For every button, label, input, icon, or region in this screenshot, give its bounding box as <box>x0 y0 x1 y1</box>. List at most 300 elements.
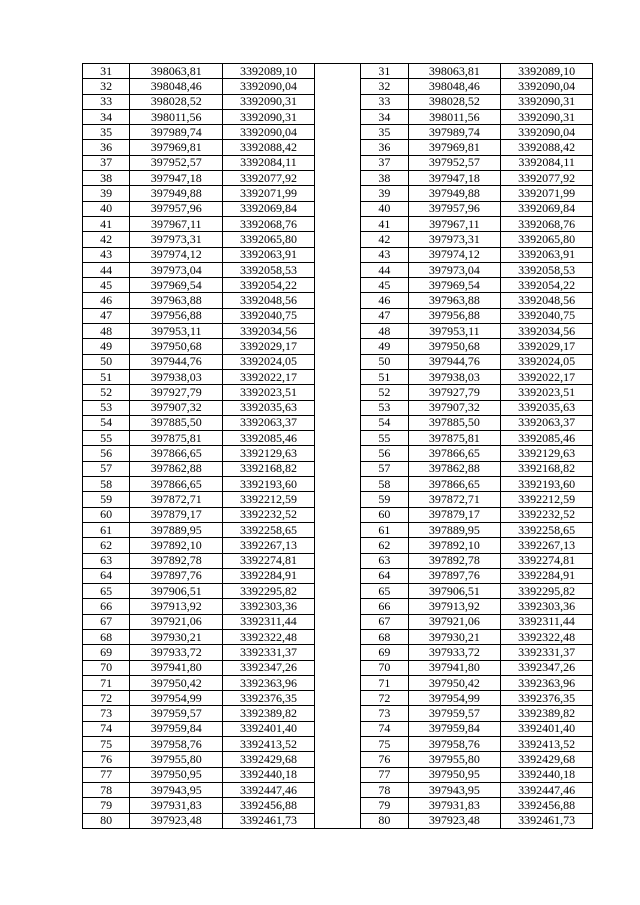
coord-x-left: 397952,57 <box>130 155 223 170</box>
column-gap <box>314 813 360 828</box>
coord-x-left: 397943,95 <box>130 782 223 797</box>
coord-x-right: 397956,88 <box>408 308 501 323</box>
coord-y-right: 3392024,05 <box>501 354 593 369</box>
coord-x-left: 398011,56 <box>130 109 223 124</box>
coord-x-right: 397931,83 <box>408 798 501 813</box>
point-number-right: 58 <box>361 477 408 492</box>
table-row <box>83 216 593 231</box>
coord-y-left: 3392048,56 <box>223 293 315 308</box>
point-number-left: 77 <box>83 767 130 782</box>
table-row <box>83 385 593 400</box>
point-number-left: 55 <box>83 431 130 446</box>
coord-y-right: 3392389,82 <box>501 706 593 721</box>
coord-x-left: 397974,12 <box>130 247 223 262</box>
column-gap <box>314 155 360 170</box>
column-gap <box>314 216 360 231</box>
table-row <box>83 94 593 109</box>
coordinates-sheet <box>82 63 593 829</box>
point-number-left: 72 <box>83 691 130 706</box>
point-number-left: 51 <box>83 369 130 384</box>
coord-x-right: 398028,52 <box>408 94 501 109</box>
coord-x-left: 397866,65 <box>130 477 223 492</box>
coord-x-left: 397913,92 <box>130 599 223 614</box>
table-row <box>83 293 593 308</box>
point-number-left: 49 <box>83 339 130 354</box>
column-gap <box>314 767 360 782</box>
column-gap <box>314 293 360 308</box>
point-number-right: 65 <box>361 584 408 599</box>
coord-x-left: 397897,76 <box>130 568 223 583</box>
coord-x-left: 397931,83 <box>130 798 223 813</box>
point-number-left: 38 <box>83 171 130 186</box>
coord-y-right: 3392023,51 <box>501 385 593 400</box>
coord-x-right: 397889,95 <box>408 522 501 537</box>
column-gap <box>314 446 360 461</box>
coord-x-right: 398048,46 <box>408 79 501 94</box>
point-number-right: 61 <box>361 522 408 537</box>
coord-x-right: 397958,76 <box>408 737 501 752</box>
coord-y-left: 3392212,59 <box>223 492 315 507</box>
coord-y-left: 3392065,80 <box>223 232 315 247</box>
coord-y-right: 3392065,80 <box>501 232 593 247</box>
coord-y-left: 3392088,42 <box>223 140 315 155</box>
coord-x-right: 398063,81 <box>408 64 501 79</box>
point-number-right: 41 <box>361 216 408 231</box>
point-number-right: 47 <box>361 308 408 323</box>
coord-y-right: 3392058,53 <box>501 262 593 277</box>
coord-y-left: 3392429,68 <box>223 752 315 767</box>
coord-y-right: 3392456,88 <box>501 798 593 813</box>
coord-x-right: 397973,04 <box>408 262 501 277</box>
coord-x-left: 397956,88 <box>130 308 223 323</box>
coord-y-right: 3392193,60 <box>501 477 593 492</box>
coord-x-left: 397949,88 <box>130 186 223 201</box>
coord-x-left: 397930,21 <box>130 629 223 644</box>
column-gap <box>314 278 360 293</box>
coord-x-left: 397941,80 <box>130 660 223 675</box>
point-number-left: 62 <box>83 538 130 553</box>
coord-y-left: 3392193,60 <box>223 477 315 492</box>
column-gap <box>314 752 360 767</box>
point-number-left: 71 <box>83 675 130 690</box>
point-number-left: 33 <box>83 94 130 109</box>
point-number-right: 36 <box>361 140 408 155</box>
coord-y-right: 3392029,17 <box>501 339 593 354</box>
coord-y-right: 3392376,35 <box>501 691 593 706</box>
coord-x-right: 397969,81 <box>408 140 501 155</box>
coord-y-left: 3392267,13 <box>223 538 315 553</box>
coord-x-left: 397933,72 <box>130 645 223 660</box>
coord-y-left: 3392389,82 <box>223 706 315 721</box>
table-row <box>83 140 593 155</box>
coord-y-right: 3392063,37 <box>501 415 593 430</box>
column-gap <box>314 125 360 140</box>
column-gap <box>314 675 360 690</box>
coord-y-right: 3392232,52 <box>501 507 593 522</box>
table-row <box>83 155 593 170</box>
coord-x-right: 397879,17 <box>408 507 501 522</box>
coord-x-right: 397907,32 <box>408 400 501 415</box>
coord-x-right: 397947,18 <box>408 171 501 186</box>
point-number-right: 57 <box>361 461 408 476</box>
coord-x-right: 397963,88 <box>408 293 501 308</box>
coord-x-right: 397959,57 <box>408 706 501 721</box>
table-row <box>83 752 593 767</box>
coord-y-left: 3392311,44 <box>223 614 315 629</box>
coord-x-left: 397959,57 <box>130 706 223 721</box>
coord-x-right: 397930,21 <box>408 629 501 644</box>
coord-x-left: 397950,95 <box>130 767 223 782</box>
coord-x-right: 397933,72 <box>408 645 501 660</box>
coord-y-left: 3392035,63 <box>223 400 315 415</box>
column-gap <box>314 109 360 124</box>
coord-y-right: 3392322,48 <box>501 629 593 644</box>
point-number-right: 33 <box>361 94 408 109</box>
coord-x-left: 397866,65 <box>130 446 223 461</box>
point-number-left: 64 <box>83 568 130 583</box>
coord-x-left: 397969,81 <box>130 140 223 155</box>
coord-x-left: 398048,46 <box>130 79 223 94</box>
coord-x-right: 397892,10 <box>408 538 501 553</box>
coord-y-left: 3392168,82 <box>223 461 315 476</box>
point-number-right: 78 <box>361 782 408 797</box>
coord-x-right: 397949,88 <box>408 186 501 201</box>
table-row <box>83 262 593 277</box>
point-number-left: 60 <box>83 507 130 522</box>
coord-x-right: 397969,54 <box>408 278 501 293</box>
column-gap <box>314 461 360 476</box>
coord-x-right: 397973,31 <box>408 232 501 247</box>
coord-x-left: 397879,17 <box>130 507 223 522</box>
coord-x-right: 397955,80 <box>408 752 501 767</box>
coord-x-right: 397927,79 <box>408 385 501 400</box>
coord-x-right: 397866,65 <box>408 477 501 492</box>
coord-y-right: 3392090,31 <box>501 109 593 124</box>
coord-y-right: 3392048,56 <box>501 293 593 308</box>
table-row <box>83 522 593 537</box>
coord-y-right: 3392413,52 <box>501 737 593 752</box>
coord-x-right: 397967,11 <box>408 216 501 231</box>
coord-x-right: 397959,84 <box>408 721 501 736</box>
point-number-right: 67 <box>361 614 408 629</box>
point-number-right: 54 <box>361 415 408 430</box>
coord-y-left: 3392040,75 <box>223 308 315 323</box>
coord-y-right: 3392168,82 <box>501 461 593 476</box>
coord-x-left: 398028,52 <box>130 94 223 109</box>
coord-x-right: 397921,06 <box>408 614 501 629</box>
table-row <box>83 614 593 629</box>
table-row <box>83 629 593 644</box>
point-number-left: 75 <box>83 737 130 752</box>
coordinates-table-body <box>83 64 593 829</box>
coord-x-left: 397938,03 <box>130 369 223 384</box>
table-row <box>83 675 593 690</box>
point-number-right: 35 <box>361 125 408 140</box>
point-number-right: 66 <box>361 599 408 614</box>
coord-x-right: 397950,95 <box>408 767 501 782</box>
coord-x-left: 398063,81 <box>130 64 223 79</box>
coord-x-right: 397944,76 <box>408 354 501 369</box>
point-number-left: 45 <box>83 278 130 293</box>
point-number-right: 45 <box>361 278 408 293</box>
coord-x-right: 397906,51 <box>408 584 501 599</box>
column-gap <box>314 232 360 247</box>
point-number-right: 60 <box>361 507 408 522</box>
point-number-left: 50 <box>83 354 130 369</box>
coord-x-right: 397862,88 <box>408 461 501 476</box>
point-number-left: 70 <box>83 660 130 675</box>
coord-y-right: 3392089,10 <box>501 64 593 79</box>
coord-y-left: 3392284,91 <box>223 568 315 583</box>
column-gap <box>314 477 360 492</box>
coord-x-left: 397872,71 <box>130 492 223 507</box>
column-gap <box>314 400 360 415</box>
coord-y-left: 3392090,04 <box>223 125 315 140</box>
column-gap <box>314 798 360 813</box>
column-gap <box>314 64 360 79</box>
column-gap <box>314 431 360 446</box>
table-row <box>83 813 593 828</box>
coord-x-right: 397989,74 <box>408 125 501 140</box>
table-row <box>83 247 593 262</box>
coord-x-right: 397953,11 <box>408 324 501 339</box>
coord-y-right: 3392347,26 <box>501 660 593 675</box>
table-row <box>83 691 593 706</box>
point-number-right: 76 <box>361 752 408 767</box>
coord-y-left: 3392090,31 <box>223 94 315 109</box>
point-number-left: 46 <box>83 293 130 308</box>
coord-y-left: 3392258,65 <box>223 522 315 537</box>
coord-y-left: 3392024,05 <box>223 354 315 369</box>
coord-x-right: 397923,48 <box>408 813 501 828</box>
coord-y-left: 3392090,04 <box>223 79 315 94</box>
coord-y-right: 3392429,68 <box>501 752 593 767</box>
coord-x-right: 397943,95 <box>408 782 501 797</box>
point-number-right: 80 <box>361 813 408 828</box>
table-row <box>83 415 593 430</box>
coord-y-left: 3392063,91 <box>223 247 315 262</box>
table-row <box>83 109 593 124</box>
coord-y-left: 3392295,82 <box>223 584 315 599</box>
point-number-right: 64 <box>361 568 408 583</box>
point-number-right: 71 <box>361 675 408 690</box>
coord-x-left: 397889,95 <box>130 522 223 537</box>
coord-x-left: 397892,10 <box>130 538 223 553</box>
column-gap <box>314 247 360 262</box>
coordinates-table <box>82 63 593 829</box>
point-number-right: 59 <box>361 492 408 507</box>
point-number-left: 36 <box>83 140 130 155</box>
point-number-left: 31 <box>83 64 130 79</box>
column-gap <box>314 324 360 339</box>
coord-x-right: 398011,56 <box>408 109 501 124</box>
coord-x-left: 397885,50 <box>130 415 223 430</box>
coord-x-left: 397907,32 <box>130 400 223 415</box>
point-number-right: 75 <box>361 737 408 752</box>
column-gap <box>314 140 360 155</box>
coord-y-right: 3392069,84 <box>501 201 593 216</box>
coord-y-left: 3392022,17 <box>223 369 315 384</box>
point-number-right: 31 <box>361 64 408 79</box>
point-number-left: 68 <box>83 629 130 644</box>
coord-y-left: 3392077,92 <box>223 171 315 186</box>
table-row <box>83 782 593 797</box>
table-row <box>83 492 593 507</box>
coord-x-right: 397974,12 <box>408 247 501 262</box>
coord-y-left: 3392089,10 <box>223 64 315 79</box>
point-number-left: 67 <box>83 614 130 629</box>
coord-x-left: 397906,51 <box>130 584 223 599</box>
point-number-left: 34 <box>83 109 130 124</box>
coord-x-right: 397897,76 <box>408 568 501 583</box>
point-number-left: 53 <box>83 400 130 415</box>
point-number-right: 73 <box>361 706 408 721</box>
table-row <box>83 706 593 721</box>
point-number-left: 44 <box>83 262 130 277</box>
table-row <box>83 477 593 492</box>
coord-x-right: 397892,78 <box>408 553 501 568</box>
point-number-left: 52 <box>83 385 130 400</box>
coord-x-left: 397862,88 <box>130 461 223 476</box>
point-number-left: 66 <box>83 599 130 614</box>
column-gap <box>314 584 360 599</box>
coord-y-left: 3392461,73 <box>223 813 315 828</box>
column-gap <box>314 186 360 201</box>
point-number-left: 47 <box>83 308 130 323</box>
point-number-right: 69 <box>361 645 408 660</box>
table-row <box>83 660 593 675</box>
coord-x-left: 397958,76 <box>130 737 223 752</box>
coord-x-left: 397947,18 <box>130 171 223 186</box>
coord-y-right: 3392085,46 <box>501 431 593 446</box>
table-row <box>83 79 593 94</box>
table-row <box>83 278 593 293</box>
column-gap <box>314 385 360 400</box>
coord-y-left: 3392376,35 <box>223 691 315 706</box>
table-row <box>83 400 593 415</box>
coord-y-left: 3392303,36 <box>223 599 315 614</box>
table-row <box>83 599 593 614</box>
coord-y-right: 3392068,76 <box>501 216 593 231</box>
table-row <box>83 186 593 201</box>
coord-y-left: 3392347,26 <box>223 660 315 675</box>
column-gap <box>314 691 360 706</box>
point-number-left: 35 <box>83 125 130 140</box>
column-gap <box>314 94 360 109</box>
coord-y-left: 3392447,46 <box>223 782 315 797</box>
point-number-right: 70 <box>361 660 408 675</box>
table-row <box>83 461 593 476</box>
column-gap <box>314 492 360 507</box>
point-number-right: 79 <box>361 798 408 813</box>
coord-x-left: 397967,11 <box>130 216 223 231</box>
coord-y-right: 3392363,96 <box>501 675 593 690</box>
table-row <box>83 354 593 369</box>
point-number-right: 51 <box>361 369 408 384</box>
column-gap <box>314 721 360 736</box>
coord-x-left: 397963,88 <box>130 293 223 308</box>
coord-y-left: 3392023,51 <box>223 385 315 400</box>
coord-y-right: 3392090,04 <box>501 125 593 140</box>
coord-y-left: 3392322,48 <box>223 629 315 644</box>
coord-y-right: 3392034,56 <box>501 324 593 339</box>
table-row <box>83 538 593 553</box>
table-row <box>83 645 593 660</box>
table-row <box>83 737 593 752</box>
table-row <box>83 568 593 583</box>
point-number-right: 53 <box>361 400 408 415</box>
table-row <box>83 431 593 446</box>
coord-y-left: 3392090,31 <box>223 109 315 124</box>
column-gap <box>314 171 360 186</box>
coord-x-left: 397959,84 <box>130 721 223 736</box>
point-number-right: 38 <box>361 171 408 186</box>
point-number-left: 57 <box>83 461 130 476</box>
table-row <box>83 339 593 354</box>
coord-x-left: 397953,11 <box>130 324 223 339</box>
table-row <box>83 64 593 79</box>
coord-x-left: 397954,99 <box>130 691 223 706</box>
coord-y-right: 3392212,59 <box>501 492 593 507</box>
table-row <box>83 201 593 216</box>
coord-y-left: 3392440,18 <box>223 767 315 782</box>
point-number-right: 49 <box>361 339 408 354</box>
column-gap <box>314 782 360 797</box>
coord-y-left: 3392232,52 <box>223 507 315 522</box>
coord-y-left: 3392054,22 <box>223 278 315 293</box>
column-gap <box>314 538 360 553</box>
coord-y-left: 3392401,40 <box>223 721 315 736</box>
point-number-left: 39 <box>83 186 130 201</box>
coord-y-left: 3392029,17 <box>223 339 315 354</box>
coord-y-right: 3392284,91 <box>501 568 593 583</box>
point-number-right: 77 <box>361 767 408 782</box>
point-number-right: 34 <box>361 109 408 124</box>
table-row <box>83 584 593 599</box>
coord-y-right: 3392088,42 <box>501 140 593 155</box>
coord-y-right: 3392311,44 <box>501 614 593 629</box>
coord-y-left: 3392063,37 <box>223 415 315 430</box>
coord-y-left: 3392129,63 <box>223 446 315 461</box>
coord-y-right: 3392090,31 <box>501 94 593 109</box>
point-number-left: 42 <box>83 232 130 247</box>
column-gap <box>314 201 360 216</box>
coord-x-right: 397957,96 <box>408 201 501 216</box>
column-gap <box>314 645 360 660</box>
point-number-left: 65 <box>83 584 130 599</box>
column-gap <box>314 660 360 675</box>
point-number-left: 73 <box>83 706 130 721</box>
coord-y-right: 3392295,82 <box>501 584 593 599</box>
point-number-right: 55 <box>361 431 408 446</box>
coord-x-left: 397923,48 <box>130 813 223 828</box>
coord-x-left: 397973,04 <box>130 262 223 277</box>
coord-x-right: 397866,65 <box>408 446 501 461</box>
column-gap <box>314 415 360 430</box>
column-gap <box>314 706 360 721</box>
coord-y-left: 3392068,76 <box>223 216 315 231</box>
coord-x-right: 397950,42 <box>408 675 501 690</box>
coord-y-left: 3392274,81 <box>223 553 315 568</box>
point-number-left: 58 <box>83 477 130 492</box>
point-number-right: 56 <box>361 446 408 461</box>
coord-y-right: 3392461,73 <box>501 813 593 828</box>
coord-y-left: 3392034,56 <box>223 324 315 339</box>
column-gap <box>314 354 360 369</box>
table-row <box>83 446 593 461</box>
point-number-left: 79 <box>83 798 130 813</box>
coord-x-right: 397952,57 <box>408 155 501 170</box>
